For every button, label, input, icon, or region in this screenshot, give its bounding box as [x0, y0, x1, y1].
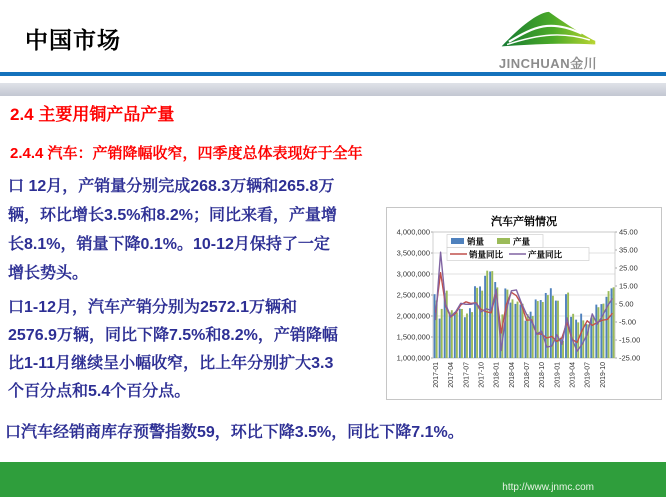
text-line: 增长势头。 [8, 265, 89, 282]
footer-bar [0, 462, 666, 497]
svg-text:2017-01: 2017-01 [433, 362, 441, 388]
svg-text:35.00: 35.00 [619, 245, 638, 255]
svg-text:2018-04: 2018-04 [508, 362, 516, 388]
svg-text:2019-04: 2019-04 [569, 362, 577, 388]
svg-text:3,000,000: 3,000,000 [396, 269, 430, 279]
svg-text:2018-01: 2018-01 [493, 362, 501, 388]
svg-text:2,000,000: 2,000,000 [396, 311, 430, 321]
svg-text:1,000,000: 1,000,000 [396, 353, 430, 363]
section-heading: 2.4 主要用铜产品产量 [10, 105, 175, 124]
text-line: 比1-11月继续呈小幅收窄，比上年分别扩大3.3 [8, 355, 334, 372]
svg-text:2018-10: 2018-10 [539, 362, 547, 388]
svg-text:产量: 产量 [513, 236, 531, 247]
svg-text:2018-07: 2018-07 [524, 362, 532, 388]
jinchuan-logo [492, 8, 604, 72]
paragraph-december-results [8, 172, 337, 288]
svg-text:45.00: 45.00 [619, 227, 638, 237]
svg-text:15.00: 15.00 [619, 281, 638, 291]
header-gray-band [0, 83, 666, 96]
svg-text:2,500,000: 2,500,000 [396, 290, 430, 300]
svg-text:4,000,000: 4,000,000 [396, 227, 430, 237]
svg-text:2017-10: 2017-10 [478, 362, 486, 388]
footer-url[interactable]: http://www.jnmc.com [502, 482, 594, 493]
auto-production-sales-chart [386, 207, 662, 400]
svg-text:销量同比: 销量同比 [469, 249, 504, 260]
text-line: 2576.9万辆，同比下降7.5%和8.2%，产销降幅 [8, 327, 338, 344]
svg-text:-15.00: -15.00 [619, 335, 641, 345]
text-line: 辆，环比增长3.5%和8.2%；同比来看，产量增 [8, 207, 337, 224]
text-line: 个百分点和5.4个百分点。 [8, 383, 191, 400]
jinchuan-mountain-icon [492, 8, 604, 52]
header-divider-rule [0, 72, 666, 76]
svg-text:2019-07: 2019-07 [584, 362, 592, 388]
svg-text:2017-07: 2017-07 [463, 362, 471, 388]
svg-text:2019-01: 2019-01 [554, 362, 562, 388]
paragraph-fullyear-results [8, 294, 338, 406]
svg-text:汽车产销情况: 汽车产销情况 [491, 216, 557, 228]
svg-text:-25.00: -25.00 [619, 353, 641, 363]
svg-text:2017-04: 2017-04 [448, 362, 456, 388]
svg-text:-5.00: -5.00 [619, 317, 637, 327]
svg-text:3,500,000: 3,500,000 [396, 248, 430, 258]
text-line: 口 12月，产销量分别完成268.3万辆和265.8万 [8, 178, 335, 195]
page-title: 中国市场 [25, 27, 121, 53]
svg-text:1,500,000: 1,500,000 [396, 332, 430, 342]
text-line: 口1-12月，汽车产销分别为2572.1万辆和 [8, 299, 297, 316]
svg-text:25.00: 25.00 [619, 263, 638, 273]
svg-text:销量: 销量 [467, 236, 485, 247]
paragraph-dealer-inventory-index: 口汽车经销商库存预警指数59，环比下降3.5%，同比下降7.1%。 [5, 424, 464, 441]
svg-text:2019-10: 2019-10 [599, 362, 607, 388]
text-line: 长8.1%，销量下降0.1%。10-12月保持了一定 [8, 236, 330, 253]
svg-text:产量同比: 产量同比 [528, 249, 563, 260]
svg-text:5.00: 5.00 [619, 299, 634, 309]
logo-wordmark: JINCHUAN金川 [498, 56, 598, 71]
subsection-heading: 2.4.4 汽车：产销降幅收窄，四季度总体表现好于全年 [10, 145, 363, 162]
